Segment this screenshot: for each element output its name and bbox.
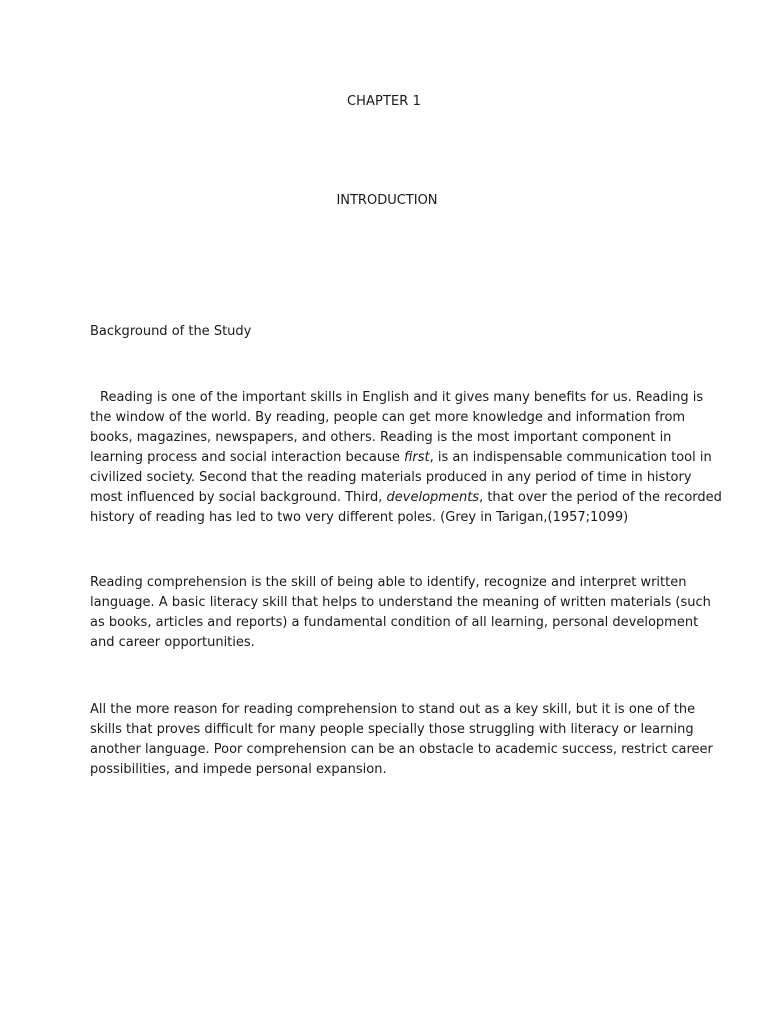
paragraph-line: Reading is one of the important skills in English and it gives many benefits for us. Reading is	[100, 390, 704, 405]
line-text: learning process and social interaction because	[90, 450, 404, 465]
emphasis-developments: developments	[386, 490, 480, 505]
paragraph-line: history of reading has led to two very different poles. (Grey in Tarigan,(1957;1099)	[90, 510, 629, 525]
line-text: , that over the period of the recorded	[479, 490, 722, 505]
paragraph-key-skill	[90, 700, 713, 780]
paragraph-line: as books, articles and reports) a fundamental condition of all learning, personal development	[90, 615, 699, 630]
paragraph-line: possibilities, and impede personal expansion.	[90, 762, 387, 777]
paragraph-line: skills that proves difficult for many people specially those struggling with literacy or learning	[90, 722, 694, 737]
line-text: , is an indispensable communication tool in	[429, 450, 712, 465]
line-text: most influenced by social background. Third,	[90, 490, 387, 505]
paragraph-line	[90, 448, 712, 468]
paragraph-line: books, magazines, newspapers, and others. Reading is the most important component in	[90, 430, 672, 445]
paragraph-background	[90, 388, 722, 528]
section-heading: Background of the Study	[90, 324, 252, 339]
paragraph-line: language. A basic literacy skill that helps to understand the meaning of written materials (such	[90, 595, 711, 610]
paragraph-comprehension	[90, 573, 711, 653]
paragraph-line: Reading comprehension is the skill of being able to identify, recognize and interpret written	[90, 575, 687, 590]
chapter-title: INTRODUCTION	[336, 193, 438, 208]
paragraph-line: All the more reason for reading comprehension to stand out as a key skill, but it is one of the	[90, 702, 696, 717]
paragraph-line: and career opportunities.	[90, 635, 255, 650]
paragraph-line: another language. Poor comprehension can be an obstacle to academic success, restrict career	[90, 742, 713, 757]
paragraph-line: the window of the world. By reading, people can get more knowledge and information from	[90, 410, 686, 425]
paragraph-line: civilized society. Second that the reading materials produced in any period of time in history	[90, 470, 692, 485]
paragraph-line	[90, 488, 722, 508]
emphasis-first: first	[404, 450, 430, 465]
chapter-number: CHAPTER 1	[346, 94, 422, 109]
